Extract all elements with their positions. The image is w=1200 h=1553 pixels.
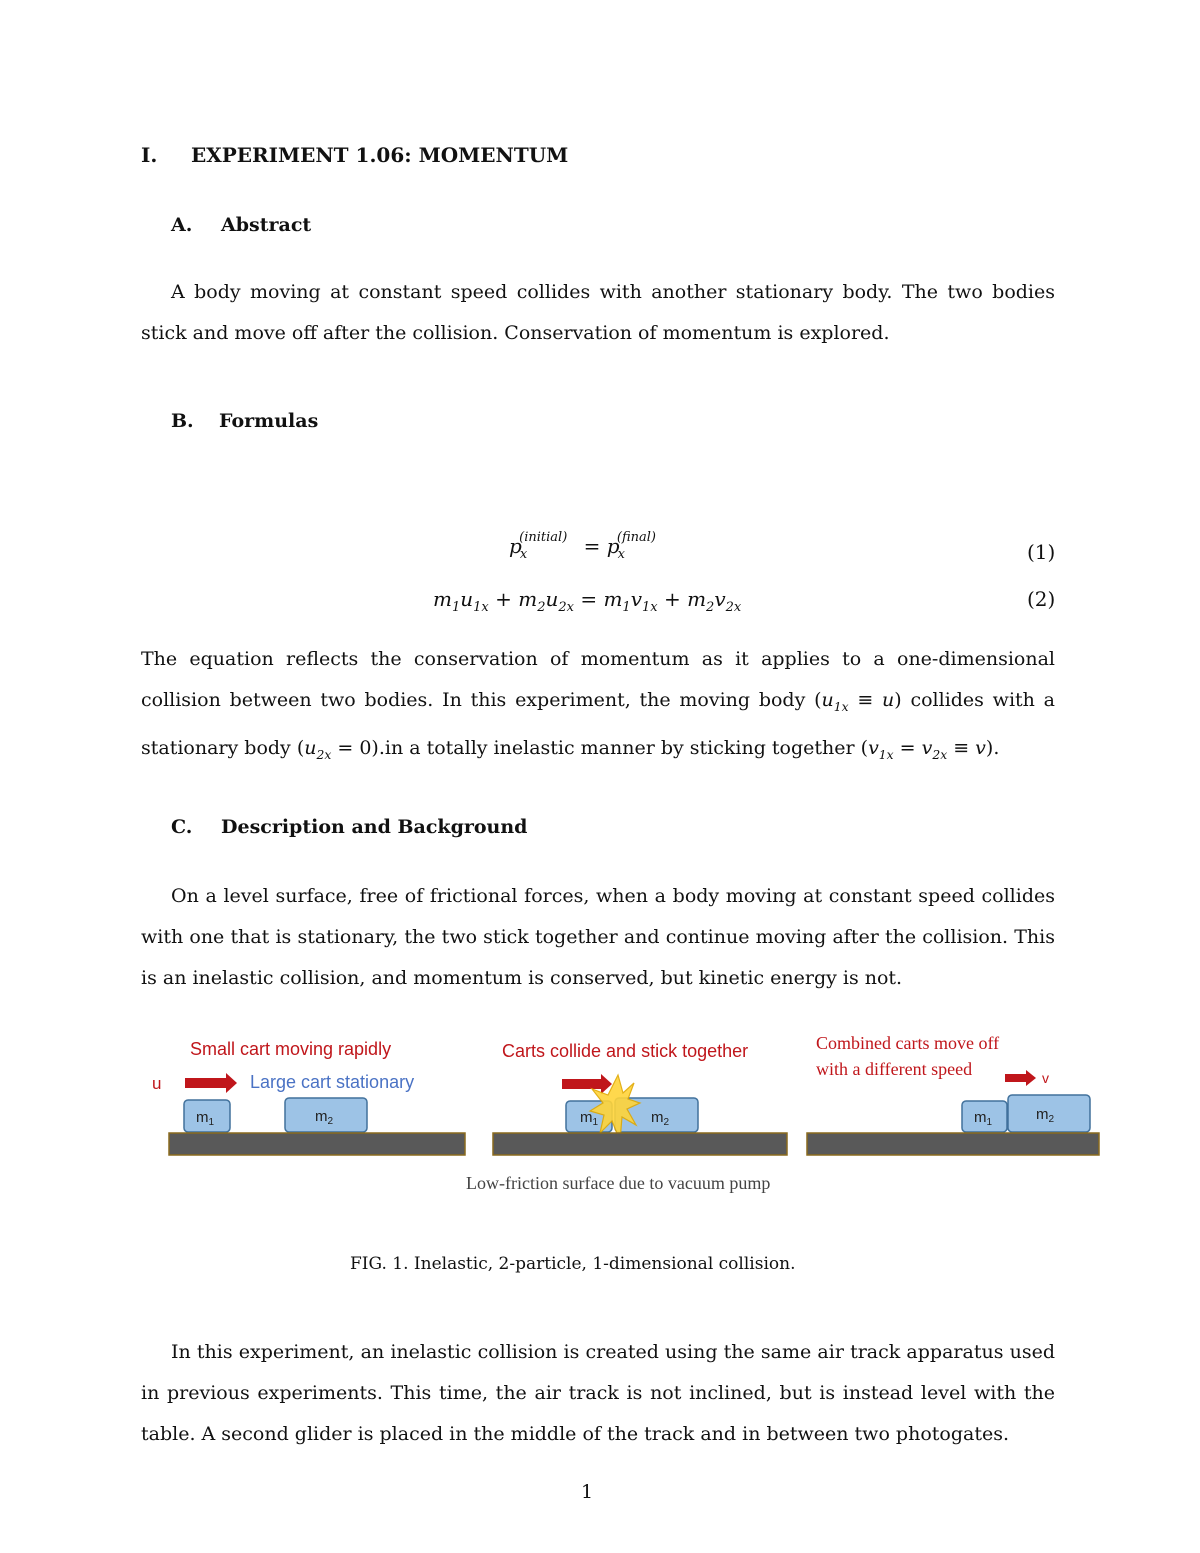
equation-1-number: (1): [1027, 540, 1056, 564]
equation-1: $p_x^{(initial)} = p_x^{(final)}$: [509, 530, 657, 562]
arrow-icon: [562, 1074, 612, 1094]
subsection-label-b: B.: [171, 410, 194, 432]
formulas-paragraph: The equation reflects the conservation of momentum as it applies to a one-dimensional collision between two bodies. In this experiment, the moving body $(u_{1x} \equiv u)$ collides with a stationary body $(u_{2x} = 0).in$ a totally inelastic manner by sticking together $(v_{1x} = v_{2x} \equiv v)$.: [141, 648, 1055, 762]
panel3-title-line1: Combined carts move off: [816, 1033, 1000, 1053]
cart-m1-collide-label: $m_1$: [580, 1109, 599, 1128]
subsection-label-c: C.: [171, 816, 193, 838]
cart-m2-collide-label: $m_2$: [651, 1109, 670, 1128]
panel2-title: Carts collide and stick together: [502, 1041, 749, 1061]
subsection-label-a: A.: [171, 214, 193, 236]
figure-caption: FIG. 1. Inelastic, 2-particle, 1-dimensional collision.: [350, 1254, 796, 1274]
panel1-title: Small cart moving rapidly: [190, 1039, 392, 1059]
collision-figure: [152, 1025, 1110, 1200]
arrow-icon: [185, 1073, 237, 1093]
subsection-title-formulas: Formulas: [219, 410, 319, 432]
panel3-v-label: v: [1042, 1070, 1049, 1086]
cart-m1-combined-label: $m_1$: [974, 1109, 993, 1128]
math-v1x: $v_{1x} = v_{2x} \equiv v$: [868, 736, 986, 762]
subsection-title-abstract: Abstract: [221, 214, 312, 236]
abstract-paragraph: A body moving at constant speed collides with another stationary body. The two bodies stick and move off after the collision. Conservation of momentum is explored.: [141, 281, 1055, 344]
subsection-title-description: Description and Background: [221, 816, 528, 838]
cart-m1-label: $m_1$: [196, 1109, 215, 1128]
math-u1x: $u_{1x} \equiv u$: [821, 689, 895, 714]
panel1-u-label: u: [152, 1074, 162, 1093]
panel3-title-line2: with a different speed: [816, 1059, 973, 1079]
math-u2x: $u_{2x} = 0$: [304, 736, 372, 762]
section-title: EXPERIMENT 1.06: MOMENTUM: [191, 143, 569, 167]
arrow-icon: [1005, 1070, 1036, 1086]
track-1: [169, 1133, 465, 1155]
cart-m2-label: $m_2$: [315, 1108, 334, 1127]
track-3: [807, 1133, 1099, 1155]
page-number: 1: [581, 1481, 594, 1503]
description-paragraph-1: On a level surface, free of frictional forces, when a body moving at constant speed collides with one that is stationary, the two stick together and continue moving after the collision. This is an inelastic collision, and momentum is conserved, but kinetic energy is not.: [141, 885, 1055, 989]
section-number: I.: [141, 143, 158, 167]
equation-2: $m_1u_{1x} + m_2u_{2x} = m_1v_{1x} + m_2v_{2x}$: [433, 587, 742, 615]
description-paragraph-2: In this experiment, an inelastic collision is created using the same air track apparatus used in previous experiments. This time, the air track is not inclined, but is instead level with the table. A second glider is placed in the middle of the track and in between two photogates.: [141, 1341, 1055, 1445]
equation-2-number: (2): [1027, 587, 1056, 611]
cart-m2-combined-label: $m_2$: [1036, 1106, 1055, 1125]
panel1-stationary-label: Large cart stationary: [250, 1072, 415, 1092]
track-2: [493, 1133, 787, 1155]
surface-label: Low-friction surface due to vacuum pump: [466, 1173, 771, 1193]
